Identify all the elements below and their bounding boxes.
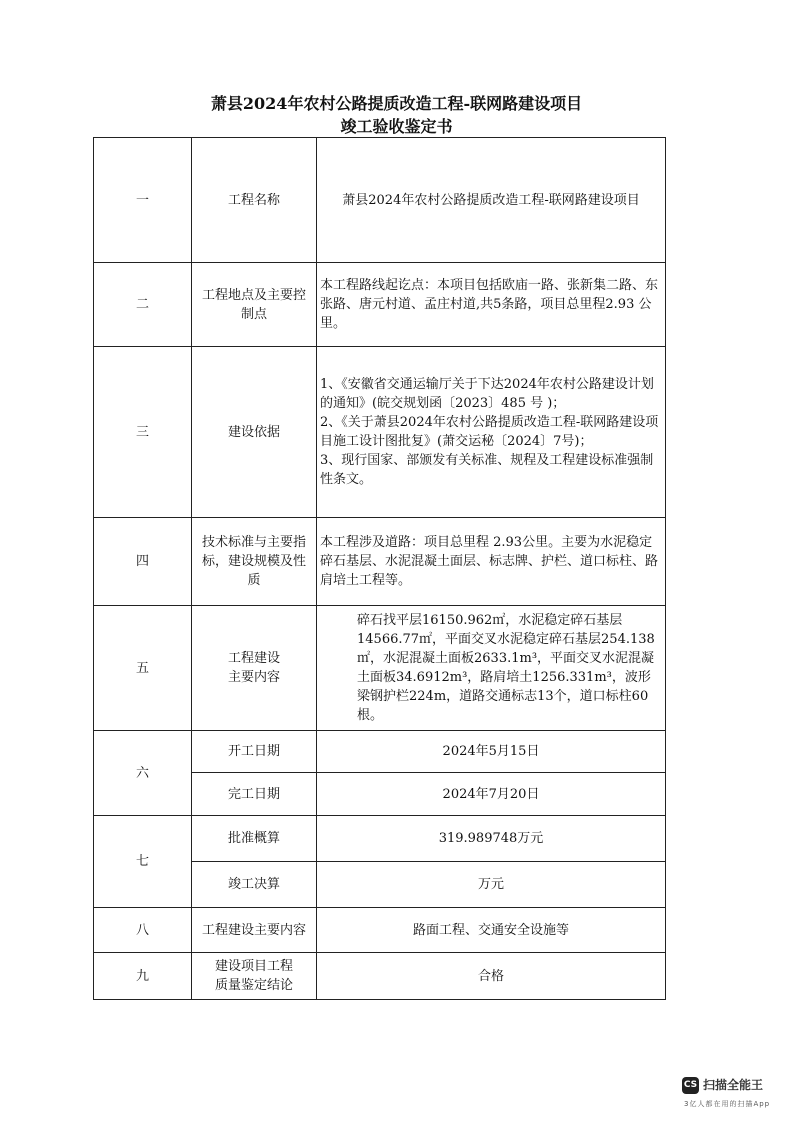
budget-label: 批准概算 <box>192 816 317 862</box>
basis-item-3: 3、现行国家、部颁发有关标准、规程及工程建设标准强制性条文。 <box>320 453 654 487</box>
camscanner-logo-icon: CS <box>682 1077 699 1094</box>
table-row <box>94 347 666 518</box>
row-label: 工程建设主要内容 <box>192 908 317 953</box>
row-label-line-2: 主要内容 <box>227 670 280 685</box>
document-title: 萧县2024年农村公路提质改造工程-联网路建设项目 <box>210 94 583 113</box>
scanner-watermark <box>682 1075 782 1115</box>
table-row <box>94 138 666 263</box>
final-account-label: 竣工决算 <box>192 862 317 908</box>
main-content-value: 碎石找平层16150.962㎡，水泥稳定碎石基层14566.77㎡，平面交叉水泥稳定碎石基层254.138㎡，水泥混凝土面板2633.1m³，平面交叉水泥混凝土面板34.6912m³，路肩培土1256.331m³，波形梁钢护栏224m，道路交通标志13个，道口标柱60根。 <box>317 606 666 731</box>
watermark-app-name: 扫描全能王 <box>703 1078 764 1092</box>
row-label: 技术标准与主要指标，建设规模及性质 <box>192 518 317 606</box>
table-row <box>94 518 666 606</box>
row-label <box>192 953 317 1000</box>
quality-conclusion-value: 合格 <box>317 953 666 1000</box>
final-account-value: 万元 <box>317 862 666 908</box>
end-date-value: 2024年7月20日 <box>317 773 666 816</box>
row-label-line-2: 质量鉴定结论 <box>214 978 293 993</box>
start-date-value: 2024年5月15日 <box>317 731 666 773</box>
row-number: 四 <box>94 518 192 606</box>
project-name-value: 萧县2024年农村公路提质改造工程-联网路建设项目 <box>317 138 666 263</box>
row-label: 工程名称 <box>192 138 317 263</box>
row-number: 七 <box>94 816 192 908</box>
location-value: 本工程路线起讫点：本项目包括欧庙一路、张新集二路、东张路、唐元村道、孟庄村道,共5条路，项目总里程2.93 公里。 <box>317 263 666 347</box>
table-row <box>94 816 666 862</box>
acceptance-table <box>93 137 666 1000</box>
table-row <box>94 953 666 1000</box>
row-number: 五 <box>94 606 192 731</box>
row-label-line-1: 工程建设 <box>227 651 280 666</box>
start-date-label: 开工日期 <box>192 731 317 773</box>
row-number: 八 <box>94 908 192 953</box>
table-row <box>94 908 666 953</box>
basis-value <box>317 347 666 518</box>
row-label: 工程地点及主要控制点 <box>192 263 317 347</box>
table-row <box>94 606 666 731</box>
work-content-value: 路面工程、交通安全设施等 <box>317 908 666 953</box>
watermark-tagline: 3亿人都在用的扫描App <box>684 1100 771 1108</box>
row-number: 三 <box>94 347 192 518</box>
end-date-label: 完工日期 <box>192 773 317 816</box>
standards-value: 本工程涉及道路：项目总里程 2.93公里。主要为水泥稳定碎石基层、水泥混凝土面层、标志牌、护栏、道口标柱、路肩培土工程等。 <box>317 518 666 606</box>
row-label-line-1: 建设项目工程 <box>214 959 293 974</box>
row-label: 建设依据 <box>192 347 317 518</box>
row-number: 九 <box>94 953 192 1000</box>
row-number: 一 <box>94 138 192 263</box>
table-row <box>94 263 666 347</box>
document-subtitle: 竣工验收鉴定书 <box>340 117 453 136</box>
budget-value: 319.989748万元 <box>317 816 666 862</box>
row-number: 六 <box>94 731 192 816</box>
table-row <box>94 731 666 773</box>
row-number: 二 <box>94 263 192 347</box>
row-label <box>192 606 317 731</box>
basis-item-1: 1、《安徽省交通运输厅关于下达2024年农村公路建设计划的通知》(皖交规划函〔2023〕485 号 )； <box>320 377 654 411</box>
basis-item-2: 2、《关于萧县2024年农村公路提质改造工程-联网路建设项目施工设计图批复》(萧交运秘〔2024〕7号)； <box>320 415 659 449</box>
